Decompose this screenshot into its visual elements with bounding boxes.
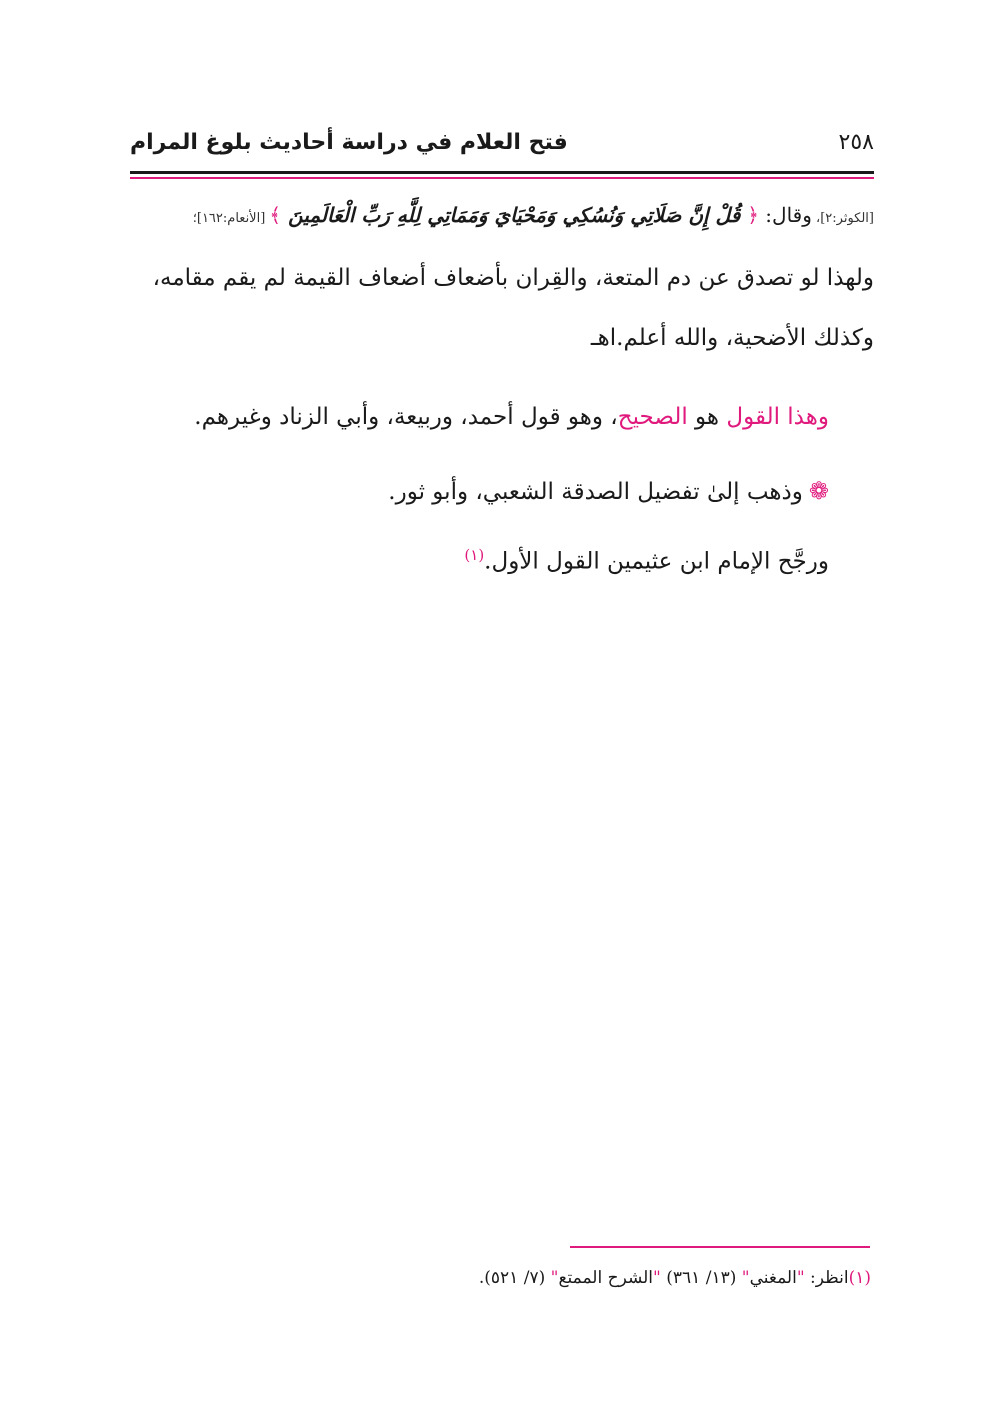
quote-open-2: " <box>653 1268 661 1288</box>
said-label: وقال: <box>758 203 812 227</box>
footnote-see: انظر: <box>804 1268 849 1288</box>
quran-verse: قُلْ إِنَّ صَلَاتِي وَنُسُكِي وَمَحْيَايَ وَمَمَاتِي لِلَّهِ رَبِّ الْعَالَمِينَ <box>281 203 748 227</box>
footnote-ref-2: (٧/ ٥٢١). <box>478 1268 551 1288</box>
footnote-reference[interactable]: (١) <box>464 546 485 564</box>
book-title: فتح العلام في دراسة أحاديث بلوغ المرام <box>130 130 568 155</box>
footnote-book-2: الشرح الممتع <box>558 1268 654 1288</box>
footnote-number: (١) <box>848 1268 871 1288</box>
alternate-opinion-text: وذهب إلىٰ تفضيل الصدقة الشعبي، وأبو ثور. <box>388 479 803 505</box>
alternate-opinion-line <box>388 476 829 507</box>
quote-close-2: " <box>550 1268 559 1288</box>
highlight-correct: الصحيح <box>617 404 688 430</box>
paragraph-line: ولهذا لو تصدق عن دم المتعة، والقِران بأضعاف أضعاف القيمة لم يقم مقامه، <box>152 265 874 291</box>
footnote-book-1: المغني <box>749 1268 797 1288</box>
footnote <box>479 1268 871 1288</box>
quran-bracket-open: ﴿ <box>747 203 759 227</box>
page-header <box>130 130 874 170</box>
opinion-line <box>194 402 829 432</box>
opinion-text: هو <box>687 404 727 430</box>
header-rule-thick <box>130 171 874 174</box>
quran-bracket-close: ﴾ <box>269 203 282 227</box>
opinion-text-rest: ، وهو قول أحمد، وربيعة، وأبي الزناد وغيرهم. <box>194 404 618 430</box>
preference-text: ورجَّح الإمام ابن عثيمين القول الأول. <box>484 548 829 575</box>
verse-line <box>193 200 874 234</box>
quote-close-1: " <box>741 1268 750 1288</box>
header-rule-accent <box>130 177 874 179</box>
highlight-this-opinion: وهذا القول <box>726 404 829 430</box>
paragraph-line: وكذلك الأضحية، والله أعلم.اهـ <box>590 325 874 351</box>
quote-open-1: " <box>796 1268 805 1288</box>
verse-reference-kawthar: [الكوثر:٢]، <box>811 211 874 226</box>
footnote-ref-1: (١٣/ ٣٦١) <box>660 1268 742 1288</box>
preference-line <box>464 540 829 577</box>
page-number: ٢٥٨ <box>838 130 874 155</box>
footnote-divider <box>570 1246 870 1248</box>
flower-icon: ❁ <box>808 477 829 505</box>
verse-reference-anaam: [الأنعام:١٦٢]؛ <box>192 211 270 226</box>
